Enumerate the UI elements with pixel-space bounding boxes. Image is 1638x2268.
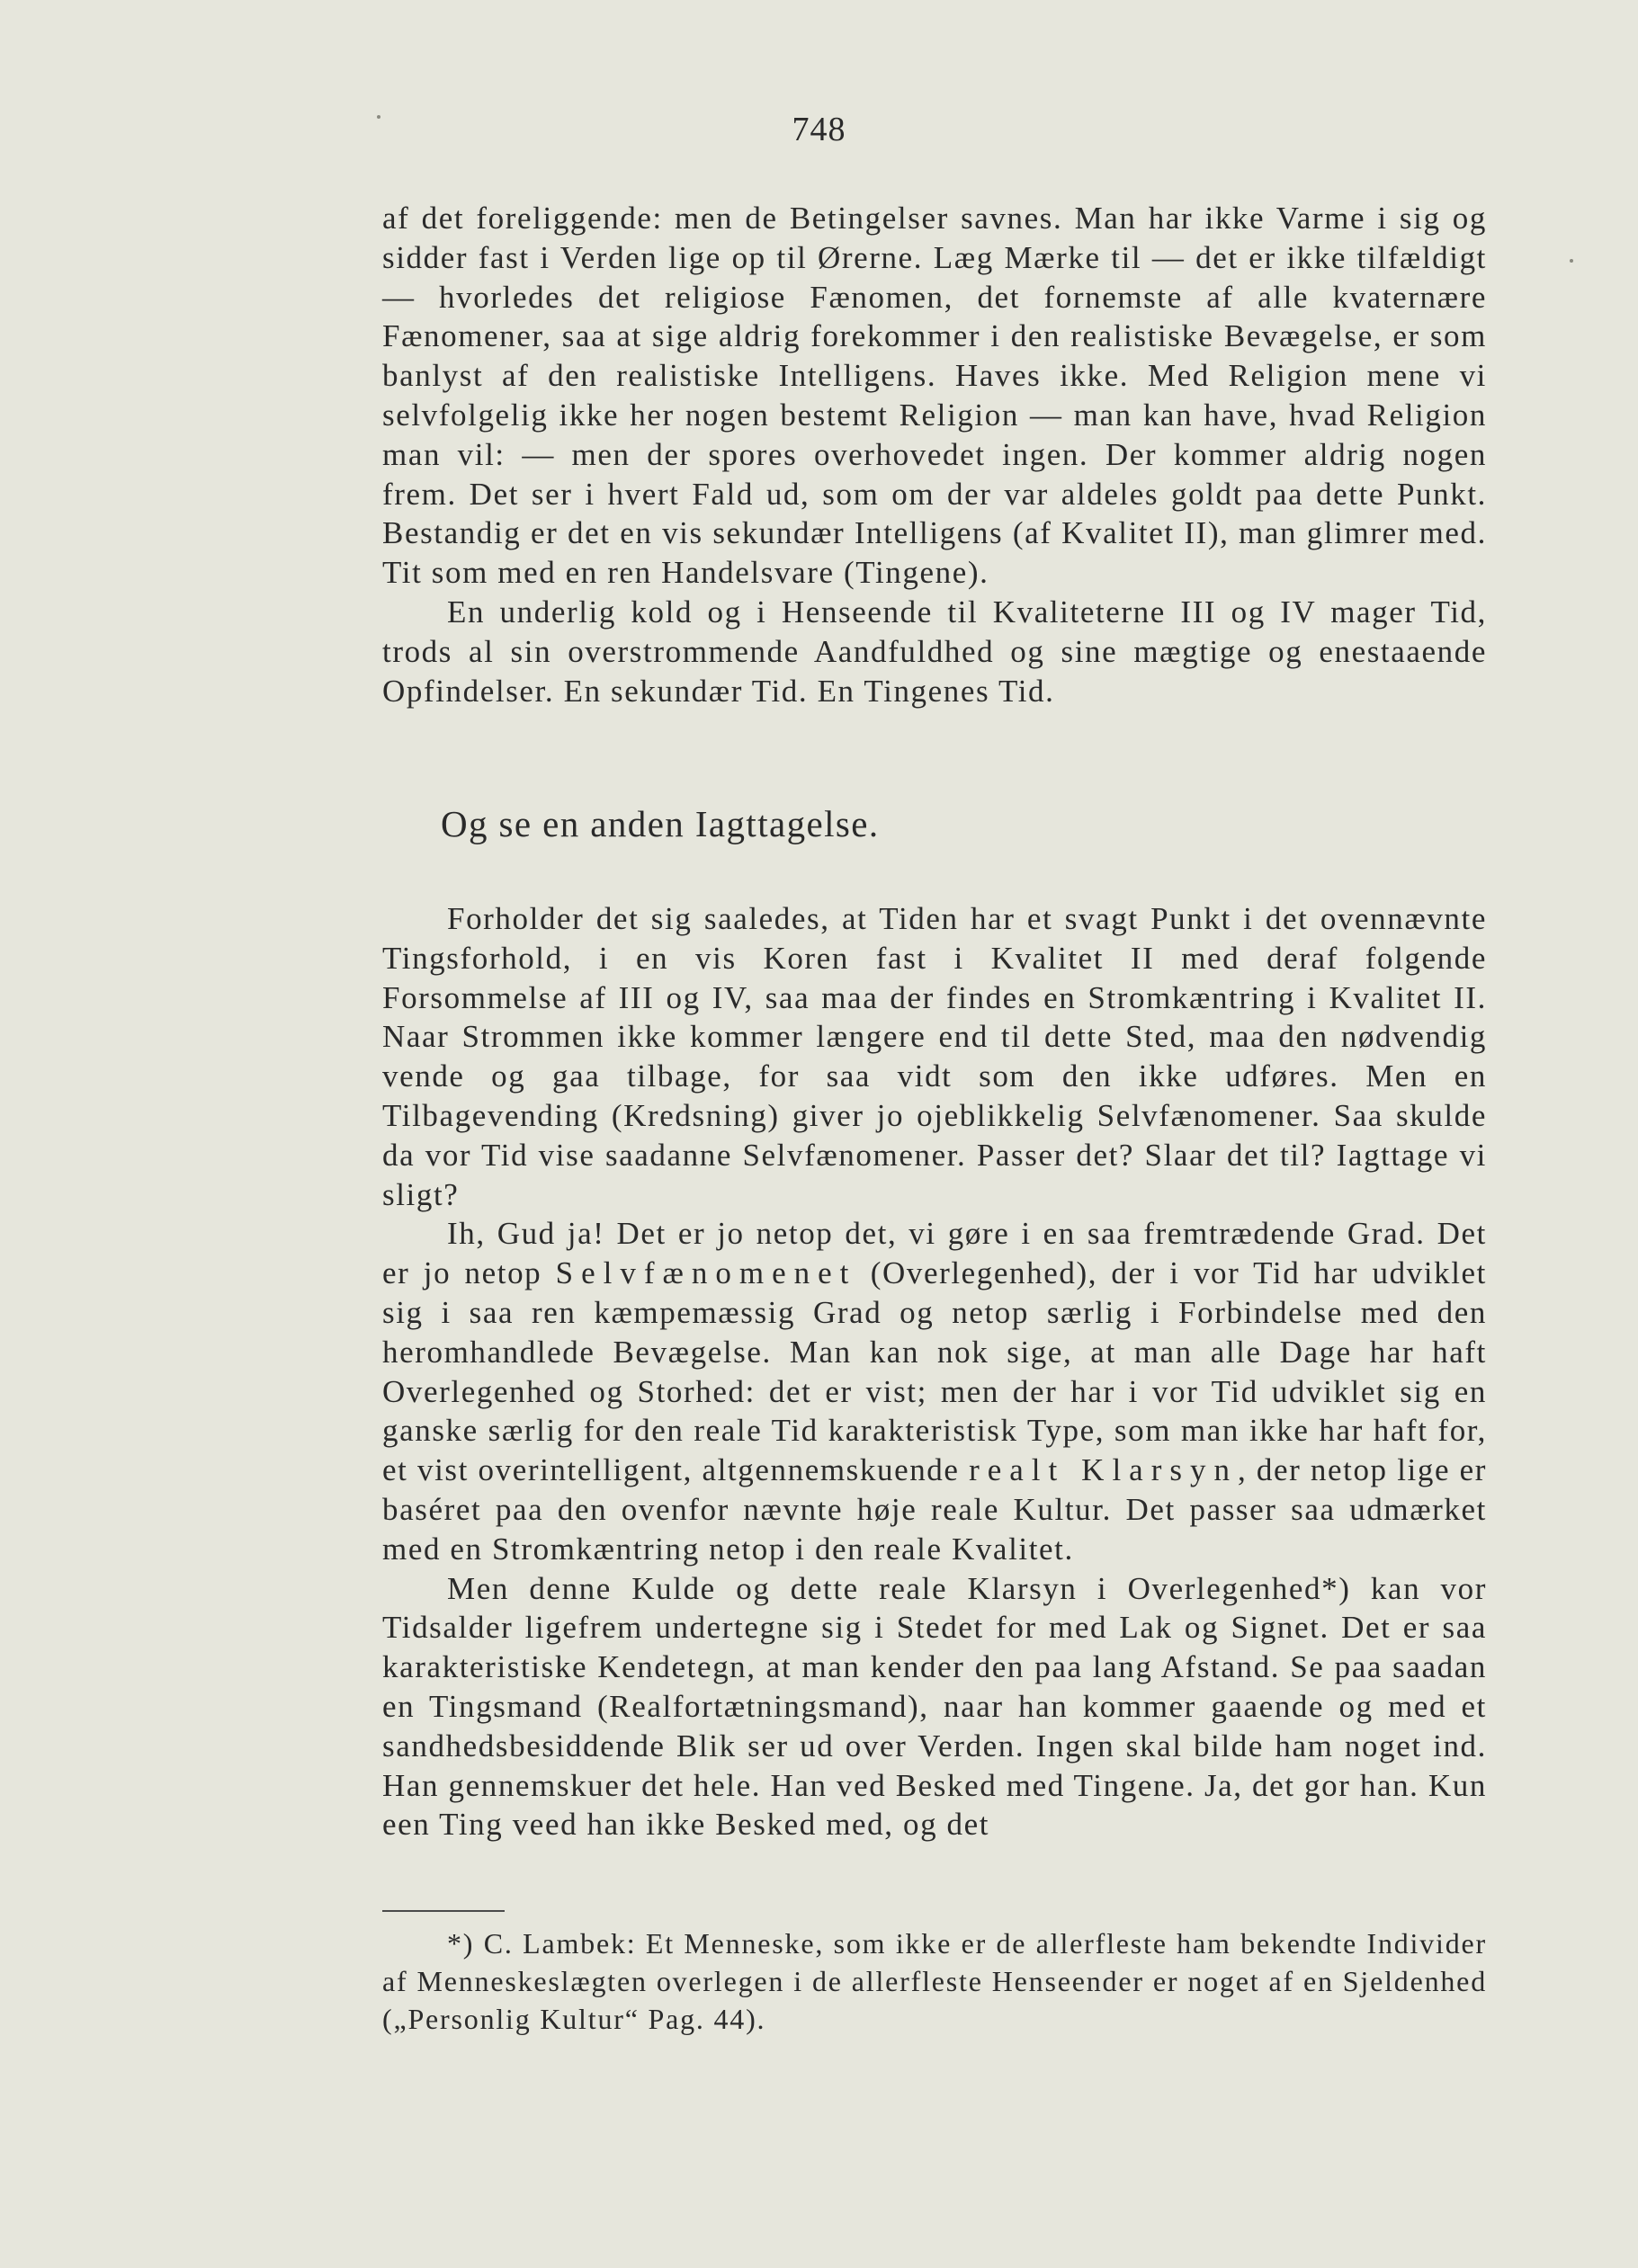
paragraph: En underlig kold og i Henseende til Kvaliteterne III og IV mager Tid, trods al sin overstrommende Aandfuldhed og sine mægtige og enestaaende Opfindelser. En sekundær Tid. En Tingenes Tid. [382, 594, 1487, 709]
body-text-top [382, 199, 1487, 710]
paragraph-text: (Overlegenhed), der i vor Tid har udviklet sig i saa ren kæmpemæssig Grad og netop særlig i Forbindelse med den heromhandlede Bevægelse. Man kan nok sige, at man alle Dage har haft Overlegenhed og Storhed: det er vist; men der har i vor Tid udviklet sig en ganske særlig for den reale Tid karakteristisk Type, som man ikke har haft for, et vist overintelligent, altgennemskuende [382, 1255, 1487, 1488]
paragraph: Forholder det sig saaledes, at Tiden har et svagt Punkt i det ovennævnte Tingsforhold, i en vis Koren fast i Kvalitet II med deraf folgende Forsommelse af III og IV, saa maa der findes en Stromkæntring i Kvalitet II. Naar Strommen ikke kommer længere end til dette Sted, maa den nødvendig vende og gaa tilbage, for saa vidt som den ikke udføres. Men en Tilbagevending (Kredsning) giver jo ojeblikkelig Selvfænomener. Saa skulde da vor Tid vise saadanne Selvfænomener. Passer det? Slaar det til? Iagttage vi sligt? [382, 901, 1487, 1212]
paragraph: af det foreliggende: men de Betingelser savnes. Man har ikke Varme i sig og sidder fast i Verden lige op til Ørerne. Læg Mærke til — det er ikke tilfældigt — hvorledes det religiose Fænomen, det fornemste af alle kvaternære Fænomener, saa at sige aldrig forekommer i den realistiske Bevægelse, er som banlyst af den realistiske Intelligens. Haves ikke. Med Religion mene vi selvfolgelig ikke her nogen bestemt Religion — man kan have, hvad Religion man vil: — men der spores overhovedet ingen. Der kommer aldrig nogen frem. Det ser i hvert Fald ud, som om der var aldeles goldt paa dette Punkt. Bestandig er det en vis sekundær Intelligens (af Kvalitet II), man glimrer med. Tit som med en ren Handelsvare (Tingene). [382, 201, 1487, 591]
footnote [382, 1924, 1487, 2038]
paragraph-text: Ih, Gud ja! Det er jo netop det, vi gøre i en saa fremtrædende Grad. Det er jo netop [382, 1216, 1487, 1291]
footnote-divider [382, 1910, 505, 1912]
paragraph: Men denne Kulde og dette reale Klarsyn i Overlegenhed*) kan vor Tidsalder ligefrem undertegne sig i Stedet for med Lak og Signet. Det er saa karakteristiske Kendetegn, at man kender den paa lang Afstand. Se paa saadan en Tingsmand (Realfortætningsmand), naar han kommer gaaende og med et sandhedsbesiddende Blik ser ud over Verden. Ingen skal bilde ham noget ind. Han gennemskuer det hele. Han ved Besked med Tingene. Ja, det gor han. Kun een Ting veed han ikke Besked med, og det [382, 1570, 1487, 1843]
body-text-bottom [382, 899, 1487, 1844]
emphasized-term: realt Klarsyn [969, 1452, 1238, 1488]
page-number: 748 [792, 111, 846, 148]
scan-speck [377, 115, 380, 119]
emphasized-term: Selvfænomenet [555, 1255, 857, 1291]
paragraph-text: , der netop lige er baséret paa den ovenfor nævnte høje reale Kultur. Det passer saa udmærket med en Stromkæntring netop i den reale Kvalitet. [382, 1452, 1487, 1567]
paragraph [382, 1214, 1487, 1568]
footnote-text: *) C. Lambek: Et Menneske, som ikke er de allerfleste ham bekendte Individer af Menneskeslægten overlegen i de allerfleste Henseender er noget af en Sjeldenhed („Personlig Kultur“ Pag. 44). [382, 1927, 1487, 2035]
section-heading: Og se en anden Iagttagelse. [441, 803, 880, 844]
scan-speck [1570, 259, 1573, 263]
